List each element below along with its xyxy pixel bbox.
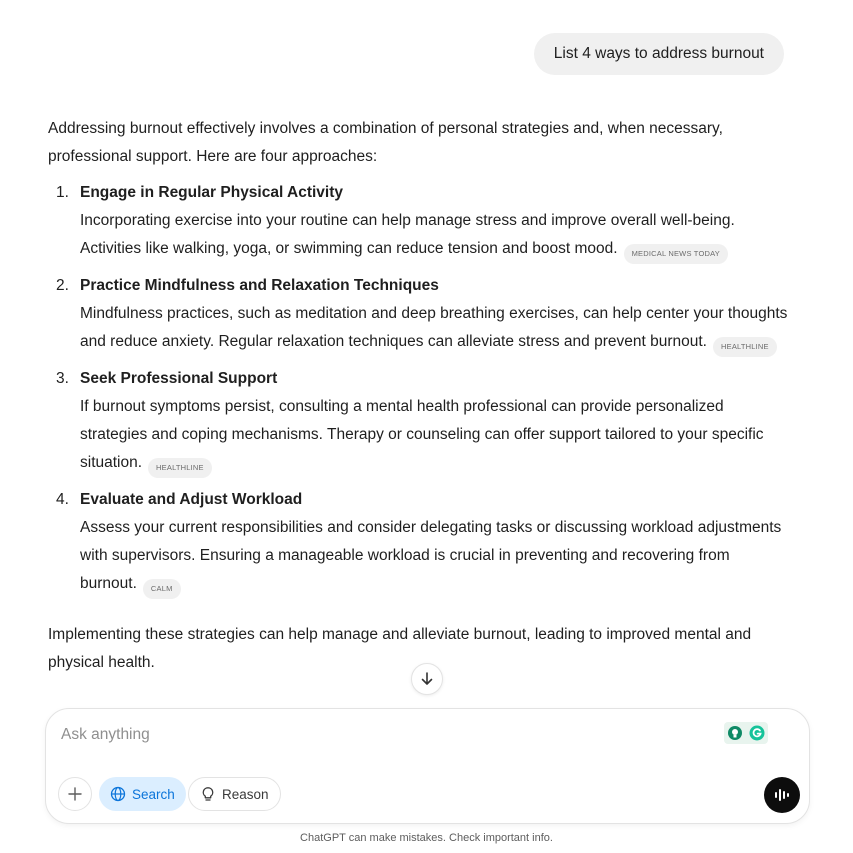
- list-item: [48, 272, 788, 357]
- ask-input[interactable]: [61, 723, 701, 747]
- list-item-number: 3.: [56, 370, 69, 387]
- source-citation-chip[interactable]: HEALTHLINE: [148, 458, 212, 478]
- waveform-icon: [773, 786, 791, 804]
- list-item-title: Practice Mindfulness and Relaxation Techniques: [80, 277, 439, 294]
- list-item-title: Evaluate and Adjust Workload: [80, 491, 303, 508]
- response-list: [48, 179, 788, 599]
- source-citation-chip[interactable]: HEALTHLINE: [713, 337, 777, 357]
- list-item-number: 1.: [56, 184, 69, 201]
- list-item: [48, 179, 788, 264]
- list-item-body: Mindfulness practices, such as meditation and deep breathing exercises, can help center your thoughts and reduce anxiety. Regular relaxation techniques can alleviate stress and prevent burnout.: [80, 305, 788, 350]
- user-message-text: List 4 ways to address burnout: [553, 45, 764, 62]
- user-message-bubble: [534, 33, 784, 75]
- list-item: [48, 486, 788, 599]
- grammarly-icon: [749, 725, 765, 741]
- voice-mode-button[interactable]: [764, 777, 800, 813]
- plus-icon: [67, 786, 83, 802]
- list-item-body: If burnout symptoms persist, consulting a mental health professional can provide personalized strategies and coping mechanisms. Therapy or counseling can offer support tailored to your specific situation.: [80, 398, 764, 471]
- assistant-response: [48, 115, 788, 677]
- list-item-body: Incorporating exercise into your routine can help manage stress and improve overall well-being. Activities like walking, yoga, or swimming can reduce tension and boost mood.: [80, 212, 735, 257]
- reason-label: Reason: [222, 786, 269, 802]
- response-intro: Addressing burnout effectively involves a combination of personal strategies and, when necessary, professional support. Here are four approaches:: [48, 120, 723, 165]
- reason-toggle-button[interactable]: [188, 777, 281, 811]
- attach-button[interactable]: [58, 777, 92, 811]
- list-item: [48, 365, 788, 478]
- lightbulb-icon: [200, 786, 216, 802]
- response-conclusion: Implementing these strategies can help manage and alleviate burnout, leading to improved mental and physical health.: [48, 626, 752, 671]
- search-label: Search: [132, 786, 175, 802]
- chat-composer: [45, 708, 810, 824]
- list-item-number: 4.: [56, 491, 69, 508]
- list-item-title: Seek Professional Support: [80, 370, 278, 387]
- list-item-body: Assess your current responsibilities and consider delegating tasks or discussing workload adjustments with supervisors. Ensuring a manageable workload is crucial in preventing and recovering from burnout.: [80, 519, 782, 592]
- source-citation-chip[interactable]: MEDICAL NEWS TODAY: [624, 244, 728, 264]
- scroll-to-bottom-button[interactable]: [411, 663, 443, 695]
- source-citation-chip[interactable]: CALM: [143, 579, 181, 599]
- globe-icon: [110, 786, 126, 802]
- grammarly-extension-badge[interactable]: [724, 722, 768, 744]
- bulb-extension-icon: [727, 725, 743, 741]
- list-item-title: Engage in Regular Physical Activity: [80, 184, 344, 201]
- arrow-down-icon: [419, 671, 435, 687]
- list-item-number: 2.: [56, 277, 69, 294]
- disclaimer-footer: ChatGPT can make mistakes. Check important info.: [300, 832, 553, 844]
- search-toggle-button[interactable]: [99, 777, 186, 811]
